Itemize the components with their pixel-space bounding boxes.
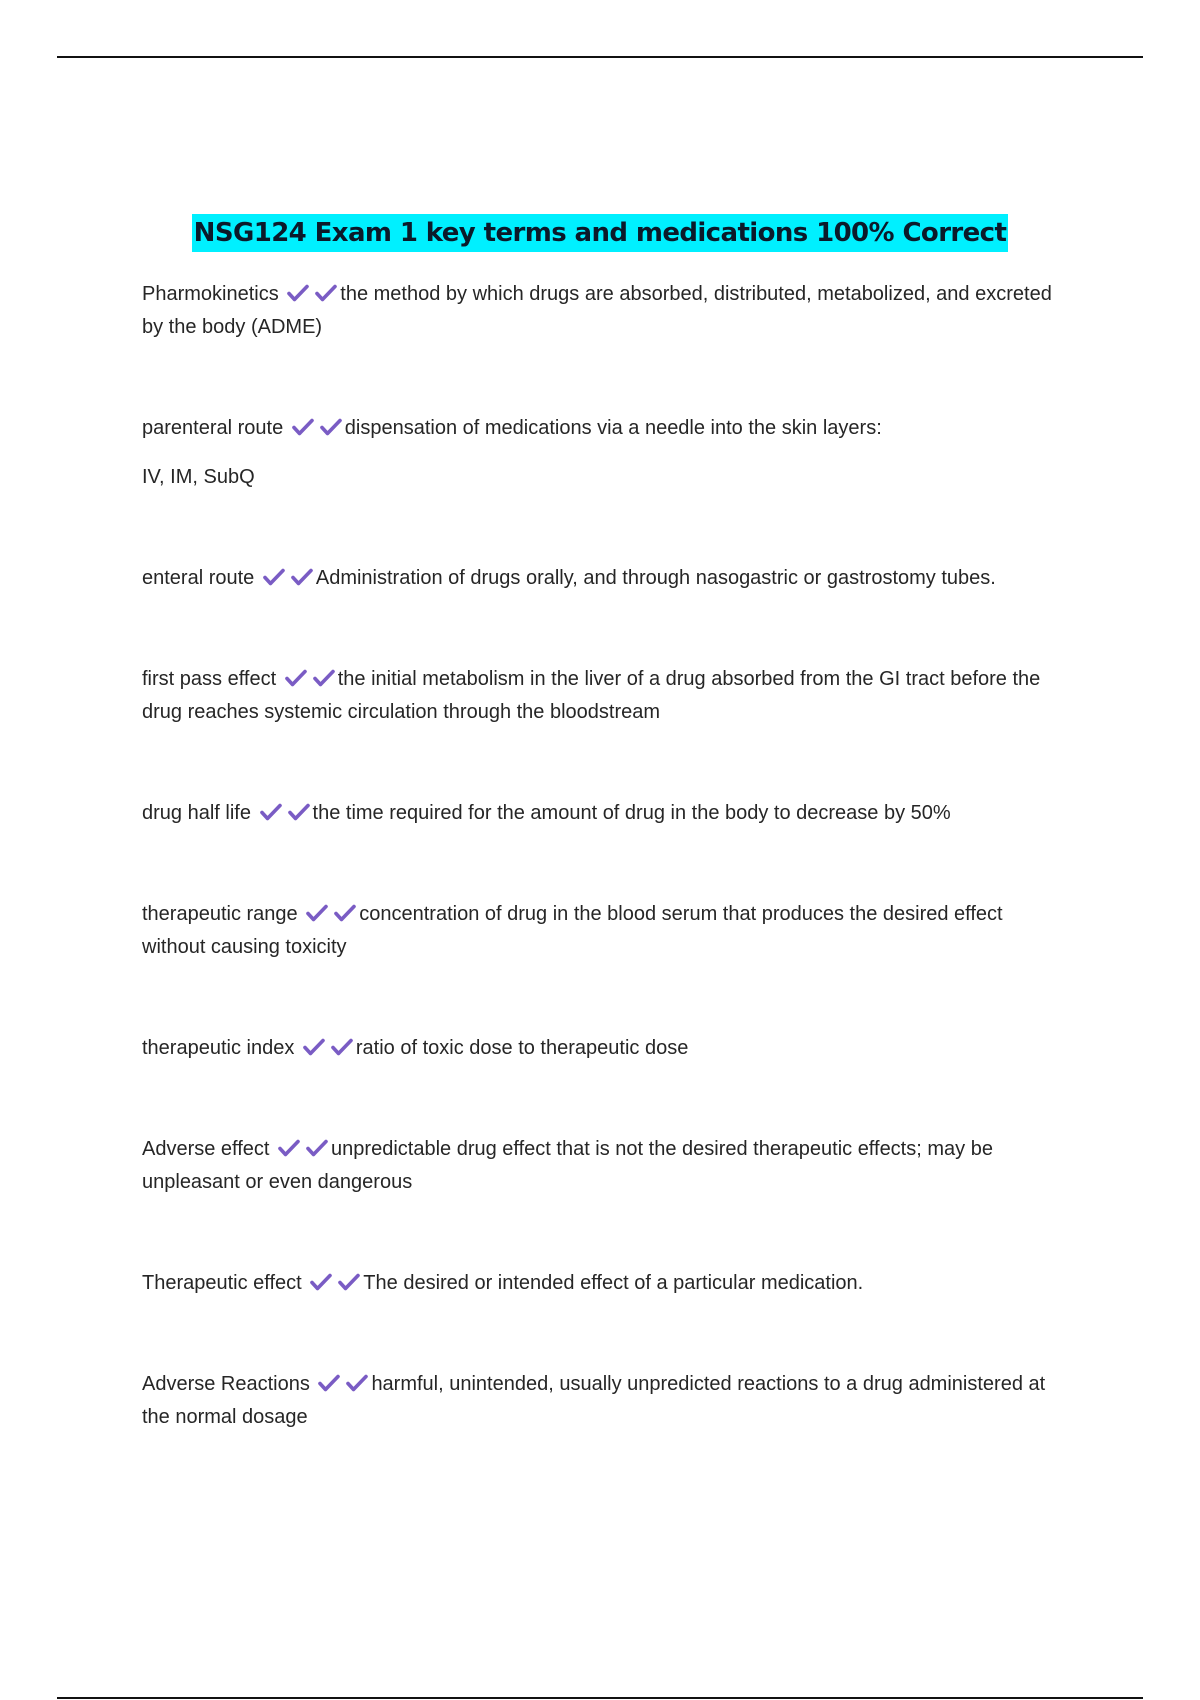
term-definition: concentration of drug in the blood serum that produces the desired effect without causing toxicity xyxy=(142,903,1003,958)
term-label: Adverse effect xyxy=(142,1138,270,1160)
checkmark-icon xyxy=(334,903,356,923)
checkmark-icon xyxy=(346,1373,368,1393)
checkmark-icon xyxy=(338,1272,360,1292)
term-label: Therapeutic effect xyxy=(142,1272,302,1294)
term-definition: the method by which drugs are absorbed, distributed, metabolized, and excreted by the body (ADME) xyxy=(142,283,1052,338)
term-definition: The desired or intended effect of a particular medication. xyxy=(363,1272,864,1294)
term-label: Pharmokinetics xyxy=(142,283,279,305)
term-label: first pass effect xyxy=(142,668,277,690)
term-entry xyxy=(142,898,1062,964)
term-label: enteral route xyxy=(142,567,255,589)
terms-list xyxy=(142,278,1062,1502)
checkmark-icon xyxy=(306,1138,328,1158)
checkmark-icon xyxy=(278,1138,300,1158)
checkmark-icon xyxy=(292,417,314,437)
checkmark-icon xyxy=(285,668,307,688)
term-definition: the initial metabolism in the liver of a drug absorbed from the GI tract before the drug reaches systemic circulation through the bloodstream xyxy=(142,668,1041,723)
checkmark-icon xyxy=(260,802,282,822)
checkmark-icon xyxy=(313,668,335,688)
term-definition: unpredictable drug effect that is not the desired therapeutic effects; may be unpleasant or even dangerous xyxy=(142,1138,993,1193)
term-entry xyxy=(142,412,1062,494)
bottom-rule xyxy=(57,1697,1143,1699)
checkmark-icon xyxy=(263,567,285,587)
term-entry xyxy=(142,1368,1062,1434)
term-definition: dispensation of medications via a needle into the skin layers: xyxy=(344,417,882,439)
checkmark-icon xyxy=(306,903,328,923)
term-label: therapeutic range xyxy=(142,903,298,925)
top-rule xyxy=(57,56,1143,58)
checkmark-icon xyxy=(318,1373,340,1393)
checkmark-icon xyxy=(291,567,313,587)
term-label: Adverse Reactions xyxy=(142,1373,310,1395)
title-container xyxy=(0,214,1200,252)
checkmark-icon xyxy=(288,802,310,822)
term-definition: ratio of toxic dose to therapeutic dose xyxy=(355,1037,689,1059)
checkmark-icon xyxy=(287,283,309,303)
document-title: NSG124 Exam 1 key terms and medications 100% Correct xyxy=(192,214,1009,252)
checkmark-icon xyxy=(331,1037,353,1057)
term-entry xyxy=(142,278,1062,344)
term-entry xyxy=(142,1133,1062,1199)
term-label: therapeutic index xyxy=(142,1037,295,1059)
term-definition: the time required for the amount of drug in the body to decrease by 50% xyxy=(312,802,951,824)
term-entry xyxy=(142,562,1062,595)
term-label: drug half life xyxy=(142,802,251,824)
checkmark-icon xyxy=(315,283,337,303)
checkmark-icon xyxy=(310,1272,332,1292)
term-entry xyxy=(142,1267,1062,1300)
term-label: parenteral route xyxy=(142,417,284,439)
checkmark-icon xyxy=(320,417,342,437)
term-definition: harmful, unintended, usually unpredicted reactions to a drug administered at the normal dosage xyxy=(142,1373,1046,1428)
term-extra: IV, IM, SubQ xyxy=(142,466,255,488)
term-definition: Administration of drugs orally, and through nasogastric or gastrostomy tubes. xyxy=(315,567,996,589)
term-entry xyxy=(142,797,1062,830)
term-entry xyxy=(142,1032,1062,1065)
term-entry xyxy=(142,663,1062,729)
checkmark-icon xyxy=(303,1037,325,1057)
